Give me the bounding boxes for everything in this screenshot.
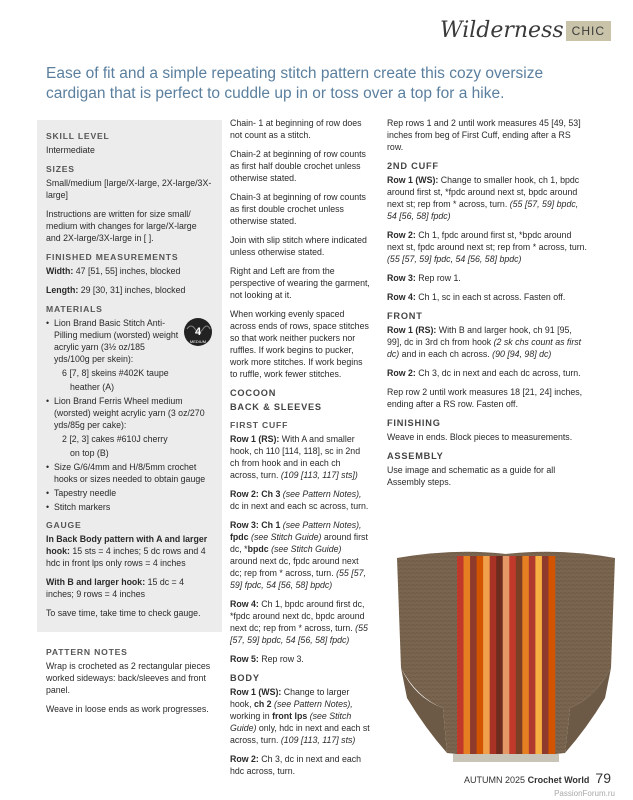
section-header <box>440 18 611 43</box>
stripe <box>477 556 484 754</box>
right-column: Rep rows 1 and 2 until work measures 45 [49, 53] inches from beg of First Cuff, ending after a RS row. 2ND CUFF Row 1 (WS): Change to smaller hook, ch 1, bpdc around first st, *fpdc around next st, bpdc around next st; rep from * across, turn. (55 [57, 59] bpdc, 54 [56, 58] fpdc) Row 2: Ch 1, fpdc around first st, *bpdc around next st, fpdc around next st; rep from * across, turn. (55 [57, 59] fpdc, 54 [56, 58] bpdc) Row 3: Rep row 1. Row 4: Ch 1, sc in each st across. Fasten off. FRONT Row 1 (RS): With B and larger hook, ch 91 [95, 99], dc in 3rd ch from hook (2 sk chs count as first dc) and in each ch across. (90 [94, 98] dc) Row 2: Ch 3, dc in next and each dc across, turn. Rep row 2 until work measures 18 [21, 24] inches, ending after a RS row. Fasten off. FINISHING Weave in ends. Block pieces to measurements. ASSEMBLY Use image and schematic as a guide for all Assembly steps. <box>387 118 587 487</box>
left-column <box>46 120 216 722</box>
back-sleeves-heading: BACK & SLEEVES <box>230 402 322 412</box>
gauge-p1: In Back Body pattern with A and larger hook: 15 sts = 4 inches; 5 dc rows and 4 hdc in front lps only rows = 4 inches <box>46 534 208 568</box>
middle-column: Chain- 1 at beginning of row does not count as a stitch. Chain-2 at beginning of row counts as first half double crochet unless otherwise stated. Chain-3 at beginning of row counts as first double crochet unless otherwise stated. Join with slip stitch where indicated unless otherwise stated. Right and Left are from the perspective of wearing the garment, not looking at it. When working evenly spaced across ends of rows, space stitches so that work neither puckers nor ruffles. If work begins to pucker, work more stitches. If work begins to ruffle, work fewer stitches. COCOON BACK & SLEEVES FIRST CUFF Row 1 (RS): With A and smaller hook, ch 110 [114, 118], sc in 2nd ch from hook and in each ch across, turn. (109 [113, 117] sts]) Row 2: Ch 3 (see Pattern Notes), dc in next and each sc across, turn. Row 3: Ch 1 (see Pattern Notes), fpdc (see Stitch Guide) around first dc, *bpdc (see Stitch Guide) around next dc, fpdc around next dc; rep from * across, turn. (55 [57, 59] fpdc, 54 [56, 58] bpdc) Row 4: Ch 1, bpdc around first dc, *fpdc around next dc, bpdc around next dc; rep from * across, turn. (55 [57, 59] bpdc, 54 [56, 58] fpdc) Row 5: Rep row 3. BODY Row 1 (WS): Change to larger hook, ch 2 (see Pattern Notes), working in front lps (see Stitch Guide) only, hdc in next and each st across, turn. (109 [113, 117] sts) Row 2: Ch 3, dc in next and each hdc across, turn. <box>230 118 370 776</box>
intro-text: Ease of fit and a simple repeating stitch pattern create this cozy oversize cardigan that is perfect to cuddle up in or toss over a top for a hike. <box>46 65 544 102</box>
materials-list: 4 MEDIUM • Lion Brand Basic Stitch Anti-Pilling medium (worsted) weight acrylic yarn (3½ oz/185 yds/100g per skein): 6 [7, 8] skeins #402K taupe heather (A) • Lion Brand Ferris Wheel medium (worsted) weight acrylic yarn (3 oz/270 yds/85g per cake): 2 [2, 3] cakes #610J cherry on top (B) • Size G/6/4mm and H/8/5mm crochet hooks or sizes needed to obtain gauge • Tapestry needle • Stitch markers <box>46 317 213 513</box>
skill-value: Intermediate <box>46 145 95 155</box>
pattern-notes-p1: Wrap is crocheted as 2 rectangular pieces worked sideways: back/sleeves and front panel. <box>46 661 211 695</box>
skill-heading: SKILL LEVEL <box>46 131 110 141</box>
assembly-heading: ASSEMBLY <box>387 451 444 461</box>
section-title: Wilderness <box>439 18 564 43</box>
stripe <box>516 556 523 754</box>
sizes-note: Instructions are written for size small/ medium with changes for large/X-large and 2X-large/3X-large in [ ]. <box>46 209 197 243</box>
section-tag: CHIC <box>566 21 611 41</box>
materials-heading: MATERIALS <box>46 304 103 314</box>
list-item: • Lion Brand Ferris Wheel medium (worsted) weight acrylic yarn (3 oz/270 yds/85g per cake): <box>46 395 213 431</box>
front-heading: FRONT <box>387 311 423 321</box>
cardigan-photo <box>395 548 617 763</box>
stripe <box>464 556 471 754</box>
gauge-p2: With B and larger hook: 15 dc = 4 inches; 9 rows = 4 inches <box>46 577 185 599</box>
page-footer <box>464 770 611 786</box>
pattern-notes-p2: Weave in loose ends as work progresses. <box>46 704 209 714</box>
stripe <box>529 556 536 754</box>
cocoon-heading: COCOON <box>230 388 277 398</box>
length-line: Length: 29 [30, 31] inches, blocked <box>46 285 186 295</box>
footer-season: AUTUMN 2025 <box>464 775 526 785</box>
pattern-notes-heading: PATTERN NOTES <box>46 647 128 657</box>
gauge-heading: GAUGE <box>46 520 82 530</box>
stripe <box>522 556 529 754</box>
stripe <box>548 556 555 754</box>
sizes-value: Small/medium [large/X-large, 2X-large/3X-large] <box>46 178 212 200</box>
footer-magazine: Crochet World <box>527 775 590 785</box>
finishing-heading: FINISHING <box>387 418 441 428</box>
list-item: • Tapestry needle <box>46 487 213 499</box>
finished-heading: FINISHED MEASUREMENTS <box>46 252 179 262</box>
stripe <box>470 556 477 754</box>
second-cuff-heading: 2ND CUFF <box>387 161 439 171</box>
stripe <box>509 556 516 754</box>
page-number: 79 <box>595 770 611 786</box>
stripe <box>483 556 490 754</box>
list-item: • Size G/6/4mm and H/8/5mm crochet hooks or sizes needed to obtain gauge <box>46 461 213 485</box>
stripe <box>542 556 549 754</box>
list-item: • Stitch markers <box>46 501 213 513</box>
body-heading: BODY <box>230 673 260 683</box>
width-line: Width: 47 [51, 55] inches, blocked <box>46 266 181 276</box>
sizes-heading: SIZES <box>46 164 75 174</box>
list-item: • Lion Brand Basic Stitch Anti-Pilling medium (worsted) weight acrylic yarn (3½ oz/185 yds/100g per skein): <box>46 317 213 365</box>
stripe <box>490 556 497 754</box>
stripe <box>496 556 503 754</box>
stripe <box>503 556 510 754</box>
gauge-p3: To save time, take time to check gauge. <box>46 608 201 618</box>
first-cuff-heading: FIRST CUFF <box>230 420 289 430</box>
watermark: PassionForum.ru <box>554 789 615 798</box>
stripe <box>535 556 542 754</box>
svg-text:4: 4 <box>194 326 202 338</box>
svg-text:MEDIUM: MEDIUM <box>189 339 207 344</box>
specs-box <box>37 120 222 632</box>
stripe <box>457 556 464 754</box>
